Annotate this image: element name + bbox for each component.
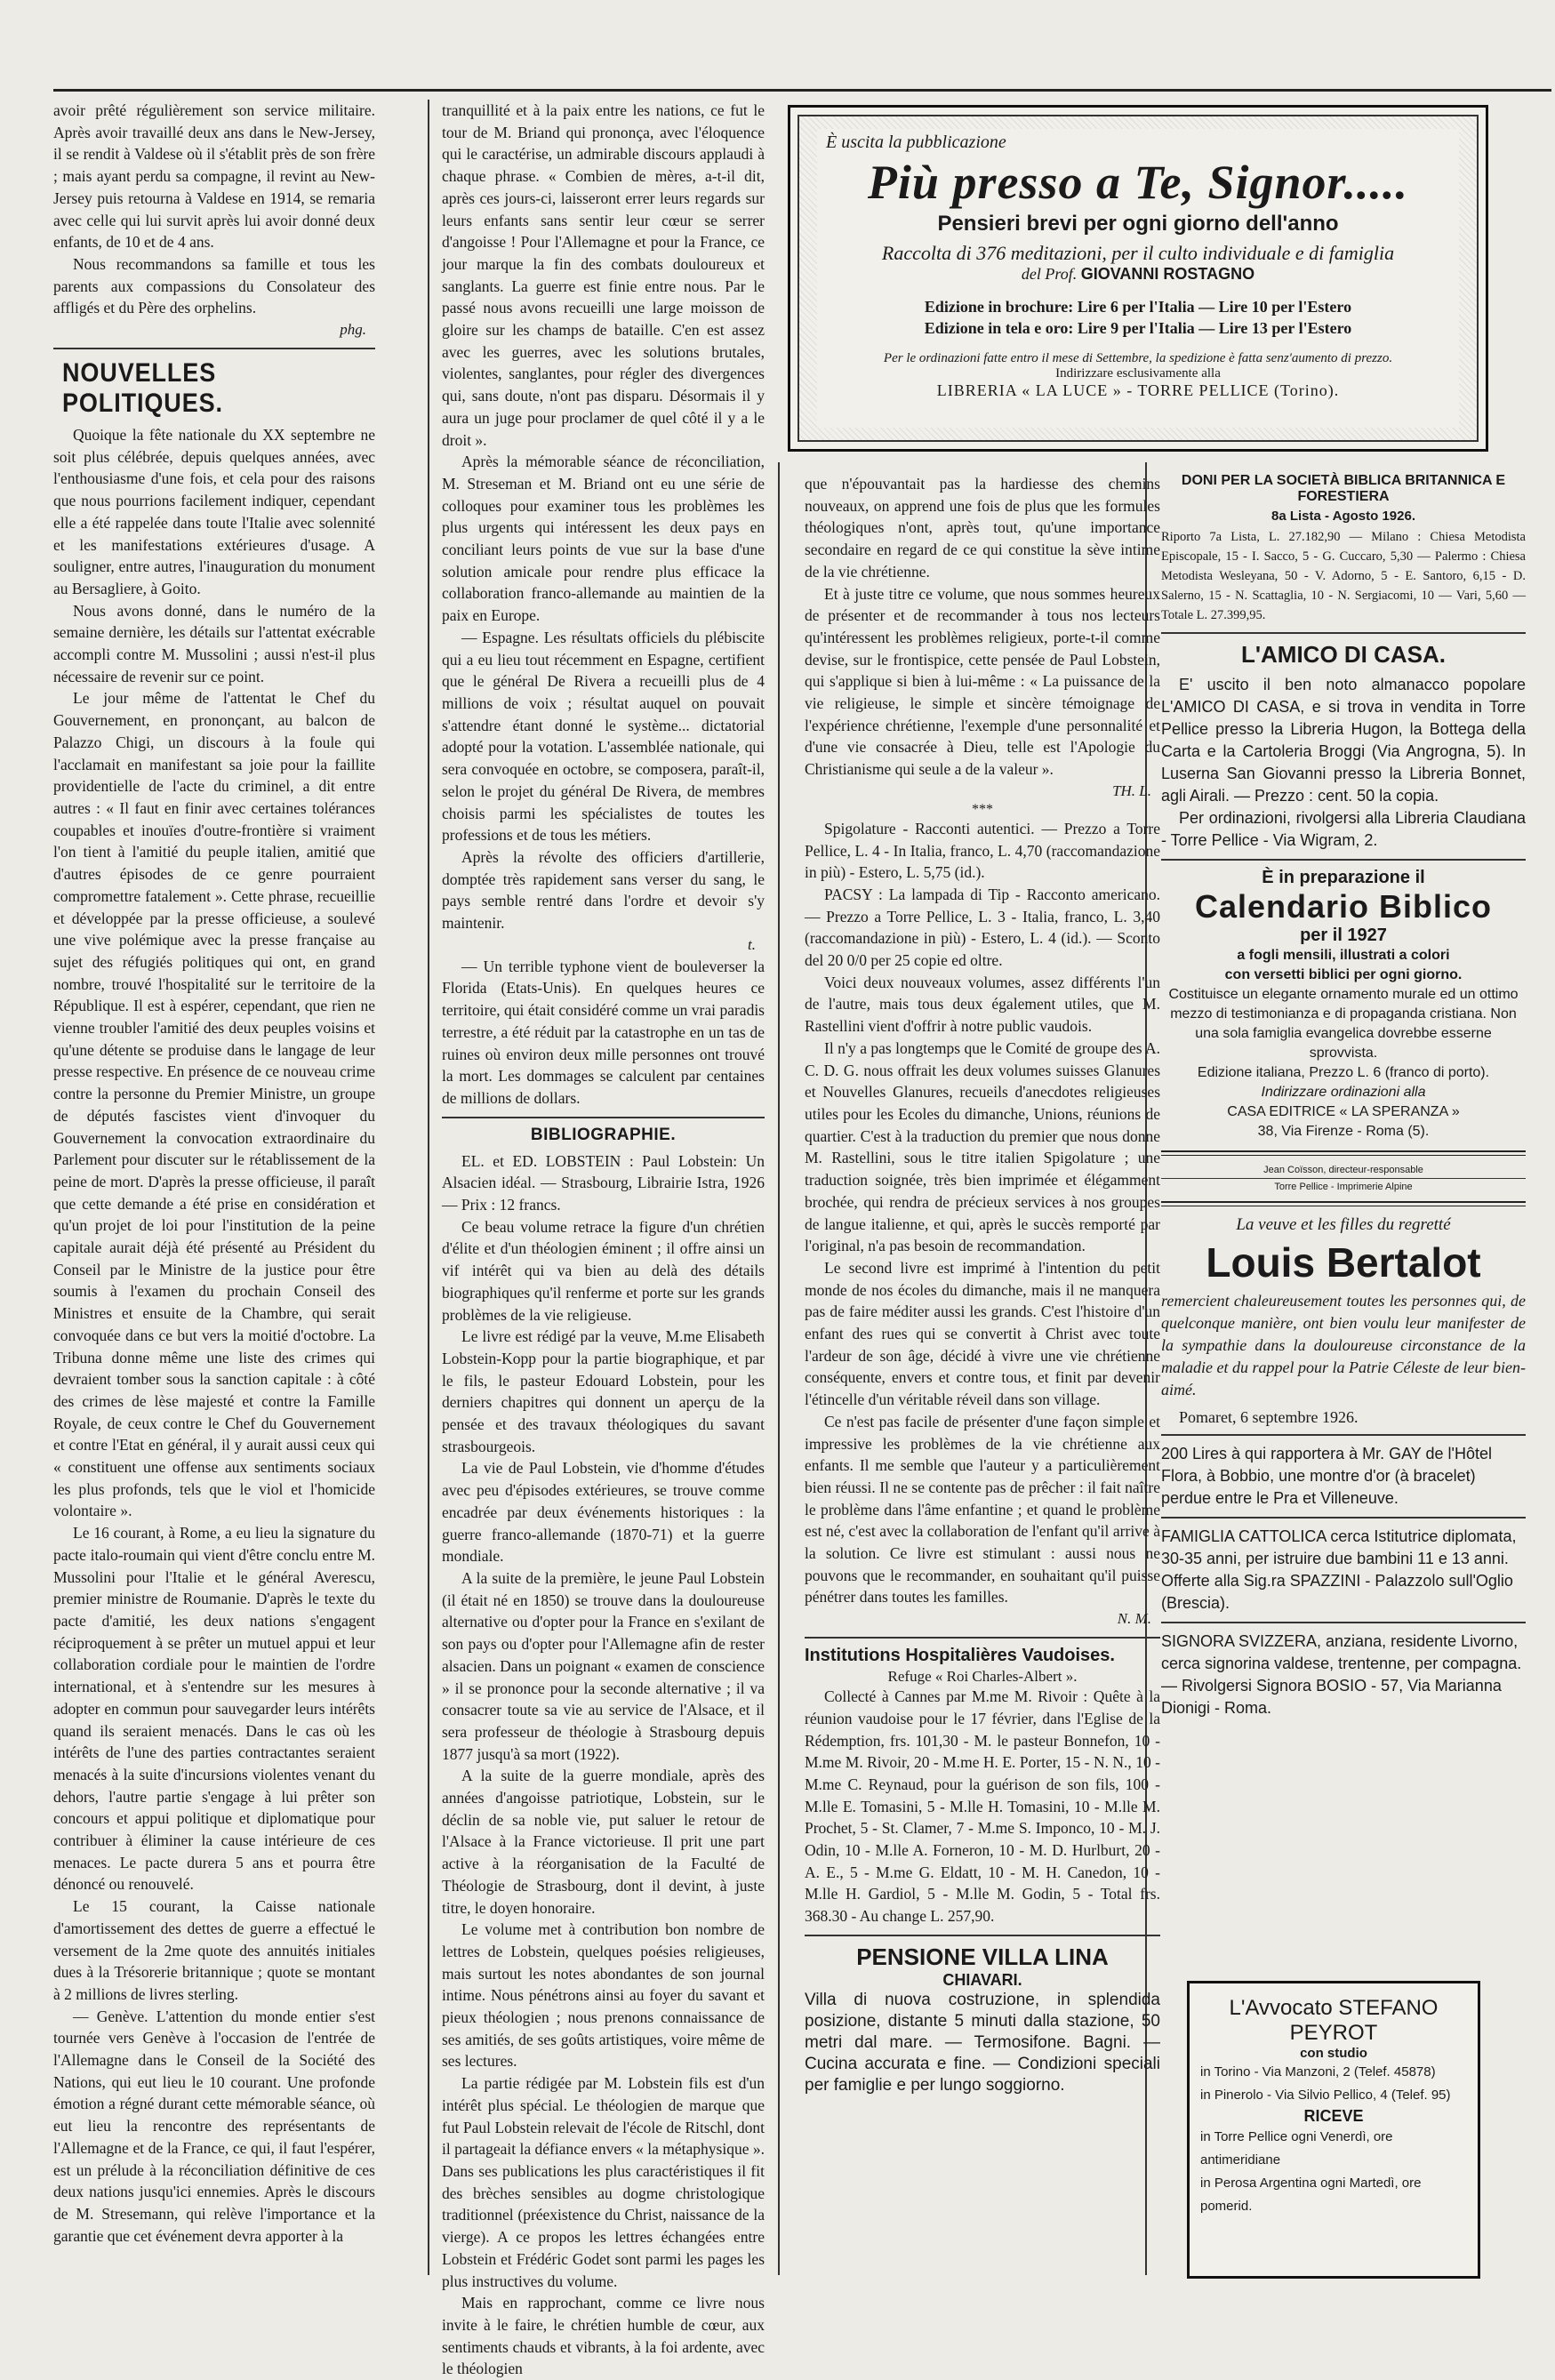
- divider: [1161, 1201, 1526, 1206]
- article-paragraph: Après la révolte des officiers d'artillerie, domptée très rapidement sans verser du sang, le pays semble rentré dans l'ordre et devoir s'y maintenir.: [442, 847, 765, 933]
- classified-ad: FAMIGLIA CATTOLICA cerca Istitutrice diplomata, 30-35 anni, per istruire due bambini 11 e 13 anni. Offerte alla Sig.ra SPAZZINI - Palazzolo sull'Oglio (Brescia).: [1161, 1527, 1517, 1612]
- signature: N. M.: [1117, 1610, 1151, 1628]
- review-paragraph: Le livre est rédigé par la veuve, M.me Elisabeth Lobstein-Kopp pour la partie biographique, et par le fils, le pasteur Edouard Lobstein, pour les derniers chapitres qui donnent un aperçu de la pensée et des travaux théologiques du savant strasbourgeois.: [442, 1327, 765, 1455]
- ad-kicker: È uscita la pubblicazione: [826, 132, 1006, 152]
- pension-body: Villa di nuova costruzione, in splendida posizione, distante 5 minuti dalla stazione, 50 metri dal mare. — Termosifone. Bagni. — Cucina accurata e fine. — Condizioni speciali per famiglie e per lungo soggiorno.: [805, 1990, 1160, 2095]
- separator-stars: ***: [972, 801, 993, 817]
- article-paragraph: Le 16 courant, à Rome, a eu lieu la signature du pacte italo-roumain qui vient d'être conclu entre M. Mussolini pour l'Italie et le général Averescu, premier ministre de Roumanie. D'après le texte du pacte d'amitié, les deux nations s'engagent réciproquement à se prêter un mutuel appui et leur collaboration cordiale pour le maintien de l'ordre international, et à s'entendre sur les mesures à adopter en commun pour sauvegarder leurs intérêts quand ils seraient menacés. Dans le cas où les intérêts de l'une des parties contractantes seraient menacés à la suite d'incursions violentes venant du dehors, l'autre partie s'engage à lui prêter son concours et appui politique et diplomatique pour contribuer à éliminer la cause intérieure de ces menaces. Le pacte durera 5 ans et pourra être dénoncé ou renouvelé.: [53, 1524, 375, 1894]
- review-paragraph: que n'épouvantait pas la hardiesse des chemins nouveaux, on apprend une fois de plus que les formules théologiques n'ont, après tout, qu'une importance secondaire en regard de ce qui constitue la sève intime de la vie chrétienne.: [805, 475, 1160, 581]
- signature: TH. L.: [1112, 781, 1151, 799]
- review-paragraph: Ce beau volume retrace la figure d'un chrétien d'élite et d'un théologien éminent ; il offre ainsi un vif intérêt qui va bien au delà des détails biographiques qu'il renferme et porte sur les grands problèmes de la vie religieuse.: [442, 1217, 765, 1324]
- amico-body: E' uscito il ben noto almanacco popolare L'AMICO DI CASA, e si trova in vendita in Torre Pellice presso la Libreria Hugon, la Bottega della Carta e la Cartoleria Broggi (Via Angrogna, 5). In Luserna San Giovanni presso la Libreria Bonnet, agli Airali. — Prezzo : cent. 50 la copia.: [1161, 676, 1526, 805]
- pension-place: CHIAVARI.: [942, 1970, 1022, 1989]
- price-line: Edizione in tela e oro: Lire 9 per l'Italia — Lire 13 per l'Estero: [924, 319, 1352, 337]
- review-paragraph: Et à juste titre ce volume, que nous sommes heureux de présenter et de recommander à tous nos lecteurs qu'intéressent les problèmes religieux, porte-t-il comme devise, sur le frontispice, cette pensée de Paul Lobstein, qui s'applique si bien à lui-même : « La puissance de la vie religieuse, le simple et sincère témoignage de l'expérience chrétienne, l'exemple d'une personnalité et d'une vie consacrée à Dieu, telle est l'Apologie du Christianisme qui seule a de la valeur ».: [805, 584, 1160, 779]
- review-paragraph: Ce n'est pas facile de présenter d'une façon simple et impressive les problèmes de la vie chrétienne aux enfants. Il me semble que l'auteur y a particulièrement bien réussi. Il ne se contente pas de prêcher : il fait naître le problème dans l'âme enfantine ; et quand le problème est né, c'est avec la collaboration de l'enfant qu'il arrive à la solution. Ce livre est stimulant : aussi nous ne pouvons que le recommander, en souhaitant qu'il puisse pénétrer dans toutes les familles.: [805, 1412, 1160, 1607]
- institutions-subtitle: Refuge « Roi Charles-Albert ».: [887, 1668, 1078, 1686]
- mourning-text: remercient chaleureusement toutes les personnes qui, de quelconque manière, ont bien voulu leur manifester de la sympathie dans la douloureuse circonstance de la maladie et du rappel pour la Patrie Céleste de leur bien-aimé.: [1161, 1292, 1526, 1398]
- ad-note: Indirizzare esclusivamente alla: [1055, 366, 1221, 381]
- donations-subtitle: 8a Lista - Agosto 1926.: [1271, 509, 1415, 524]
- calendar-price: Edizione italiana, Prezzo L. 6 (franco di porto).: [1197, 1065, 1490, 1080]
- divider: [1161, 1434, 1526, 1436]
- donation-list: Collecté à Cannes par M.me M. Rivoir : Quête à la réunion vaudoise pour le 17 février, dans l'Eglise de la Rédemption, frs. 101,30 - M. le pasteur Bonnefon, 10 - M.me M. Rivoir, 20 - M.me H. E. Porter, 15 - N. N., 10 - M.me C. Reynaud, pour la guérison de son fils, 100 - M.lle E. Tomasini, 5 - M.lle H. Tomasini, 10 - M.lle M. Prochet, 5 - St. Clamer, 7 - M.me S. Imponco, 10 - M. J. Odin, 10 - M.lle A. Forneron, 10 - M. D. Hurlburt, 20 - A. E., 5 - M.me G. Eldatt, 10 - M. H. Canedon, 10 - M.lle H. Gardiol, 5 - M.lle M. Godin, 5 - Total frs. 368.30 - Au change L. 257,90.: [805, 1687, 1160, 1926]
- obituary-paragraph: Nous recommandons sa famille et tous les parents aux compassions du Consolateur des affligés et du Père des orphelins.: [53, 254, 375, 317]
- column-2: [442, 100, 765, 2378]
- calendar-kicker: È in preparazione il: [1262, 868, 1425, 887]
- signature: phg.: [340, 321, 366, 339]
- book-advertisement: [788, 105, 1488, 452]
- calendar-body: Costituisce un elegante ornamento murale ed un ottimo mezzo di testimonianza e di propaganda cristiana. Non una sola famiglia evangelica dovrebbe esserne sprovvista.: [1168, 987, 1519, 1061]
- amico-body: Per ordinazioni, rivolgersi alla Libreria Claudiana - Torre Pellice - Via Wigram, 2.: [1161, 809, 1526, 849]
- divider: [1161, 1178, 1526, 1179]
- divider: [1161, 632, 1526, 634]
- article-paragraph: Nous avons donné, dans le numéro de la semaine dernière, les détails sur l'attentat exécrable accompli contre M. Mussolini ; aussi n'est-il plus nécessaire de revenir sur ce point.: [53, 601, 375, 685]
- classified-ad: SIGNORA SVIZZERA, anziana, residente Livorno, cerca signorina valdese, trentenne, per compagna. — Rivolgersi Signora BOSIO - 57, Via Marianna Dionigi - Roma.: [1161, 1632, 1522, 1717]
- mourning-date: Pomaret, 6 septembre 1926.: [1179, 1408, 1359, 1426]
- book-notice: Spigolature - Racconti autentici. — Prezzo a Torre Pellice, L. 4 - In Italia, franco, L. 4,70 (raccomandazione in più) - Estero, L. 5,75 (id.).: [805, 819, 1160, 882]
- calendar-line: con versetti biblici per ogni giorno.: [1224, 967, 1463, 982]
- review-paragraph: La partie rédigée par M. Lobstein fils est d'un intérêt plus spécial. Le théologien de marque que fut Paul Lobstein relevait de l'école de Ritschl, dont il partageait la défiance envers « la métaphysique ». Dans ses publications les plus caractéristiques il fit des brèches sensibles au dogme christologique traditionnel (préexistence du Christ, naissance de la vierge). A ce propos les lettres échangées entre Lobstein et Frédéric Godet sont parmi les pages les plus instructives du volume.: [442, 2074, 765, 2290]
- lawyer-line: in Torre Pellice ogni Venerdì, ore antimeridiane: [1200, 2129, 1393, 2168]
- article-paragraph: Le 15 courant, la Caisse nationale d'amortissement des dettes de guerre a effectué le versement de la 2me quote des annuités initiales dues à la Trésorerie britannique ; quote se montant à 2 millions de livres sterling.: [53, 1897, 375, 2003]
- review-paragraph: La vie de Paul Lobstein, vie d'homme d'études avec peu d'épisodes extérieures, se trouve comme encadrée par deux événements historiques : la guerre franco-allemande (1870-71) et la guerre mondiale.: [442, 1459, 765, 1566]
- institutions-title: Institutions Hospitalières Vaudoises.: [805, 1646, 1115, 1666]
- mourning-lead: La veuve et les filles du regretté: [1236, 1215, 1451, 1234]
- divider: [53, 348, 375, 349]
- ad-description: Raccolta di 376 meditazioni, per il culto individuale e di famiglia: [881, 242, 1395, 264]
- calendar-publisher: CASA EDITRICE « LA SPERANZA »: [1227, 1104, 1460, 1119]
- article-paragraph: tranquillité et à la paix entre les nations, ce fut le tour de M. Briand qui prononça, avec l'éloquence qui le caractérise, un admirable discours applaudi à chaque phrase. « Combien de mères, a-t-il dit, après ces jours-ci, laisseront errer leurs regards sur leurs enfants sans sentir leur cœur se serrer d'angoisse ! Pour l'Allemagne et pour la France, ce jour marque la fin des combats douloureux et sanglants. La guerre est finie entre nous. Par le passé nous avons recueilli une large moisson de gloire sur les champs de bataille. C'en est assez avec les guerres, avec les solutions brutales, violentes, sanglantes, pour régler des divergences qui, sans doute, n'ont pas disparu. Désormais il y aura un juge pour proclamer de quel côté il y a le droit ».: [442, 101, 765, 449]
- lawyer-subtitle: con studio: [1300, 2046, 1367, 2061]
- imprint-line: Jean Coïsson, directeur-responsable: [1263, 1165, 1423, 1175]
- divider: [1161, 859, 1526, 861]
- column-1: [53, 100, 375, 2284]
- classified-ad: 200 Lires à qui rapportera à Mr. GAY de l'Hôtel Flora, à Bobbio, une montre d'or (à bracelet) perdue entre le Pra et Villeneuve.: [1161, 1445, 1492, 1507]
- calendar-address: 38, Via Firenze - Roma (5).: [1257, 1124, 1430, 1139]
- divider: [1161, 1517, 1526, 1519]
- column-rule: [778, 462, 780, 2275]
- ad-title: Più presso a Te, Signor.....: [867, 156, 1409, 209]
- imprint-line: Torre Pellice - Imprimerie Alpine: [1274, 1182, 1413, 1192]
- article-paragraph: — Espagne. Les résultats officiels du plébiscite qui a eu lieu tout récemment en Espagne, certifient que le général De Rivera a recueilli plus de 4 millions de voix ; résultat auquel on pouvait s'attendre étant donné le système... dictatorial adopté pour la votation. L'assemblée nationale, qui sera convoquée en octobre, se composera, paraît-il, selon le projet du général De Rivera, de membres choisis parmi les spécialistes de toutes les professions et de tous les métiers.: [442, 628, 765, 845]
- ad-prices: [826, 296, 1450, 339]
- ad-note: Per le ordinazioni fatte entro il mese di Settembre, la spedizione è fatta senz'aumento di prezzo.: [883, 351, 1393, 365]
- lawyer-advertisement: [1187, 1981, 1480, 2279]
- top-rule: [53, 89, 1551, 92]
- article-paragraph: Le jour même de l'attentat le Chef du Gouvernement, en prononçant, au balcon de Palazzo Chigi, un discours à la foule qui l'acclamait en manifestant sa joie pour la faillite providentielle de l'acte du criminel, a dit entre autres : « Il faut en finir avec certaines tolérances coupables et inouïes d'outre-frontière si vraiment l'on tient à l'amitié du peuple italien, amitié que d'autres épisodes de ce genre pourraient compromettre fatalement ». Cette phrase, recueillie et développée par la presse officieuse, a soulevé une vive polémique avec la presse française au sujet des réfugiés politiques qui ont, en grand nombre, trouvé l'hospitalité sur le territoire de la République. Il est à espérer, cependant, que rien ne vienne troubler l'amitié des deux peuples voisins et qu'une détente se produise dans le langage de leur presse respective. En présence de ce nouveau crime contre la personne du Premier Ministre, un groupe de députés fascistes vient d'invoquer du Gouvernement la convocation extraordinaire du Parlement pour discuter sur le rétablissement de la peine de mort. D'après la presse officieuse, il paraît que cette demande a été prise en considération et qu'un projet de loi pour l'institution de la peine capitale aurait déjà été présenté au Président du Conseil par le Ministre de la justice pour être soumis à l'examen du prochain Conseil des Ministres et ensuite de la Chambre, qui serait convoquée dans ce but vers la moitié d'octobre. La Tribuna donne même une liste des crimes qui devraient tomber sous la sanction capitale : à côté des crimes de lèse majesté et contre la Famille Royale, de ceux contre le Chef du Gouvernement et contre l'Etat en général, il y aurait aussi ceux qui « constituent une offense aux sentiments sociaux les plus profonds, tels que le viol et l'homicide volontaire ».: [53, 689, 375, 1520]
- article-paragraph: Après la mémorable séance de réconciliation, M. Streseman et M. Briand ont eu une série de colloques pour examiner tous les problèmes les plus urgents qui intéressent les deux pays en conciliant leurs points de vue sur la base d'une solution amicale pour rendre plus efficace la collaboration franco-allemande au maintien de la paix en Europe.: [442, 453, 765, 625]
- review-paragraph: Il n'y a pas longtemps que le Comité de groupe des A. C. D. G. nous offrait les deux volumes suisses Glanures et Nouvelles Glanures, recueils d'anecdotes religieuses utiles pour les Ecoles du dimanche, Unions, réunions de quartier. C'est à la traduction du premier que nous donne M. Rastellini, sous le titre italien Spigolature ; une traduction soignée, très bien imprimée et élégamment brochée, qui rendra de précieux services à nos groupes de langue italienne, et qui, après le succès remporté par l'original, n'a pas besoin de recommandation.: [805, 1038, 1160, 1255]
- ad-subtitle: Pensieri brevi per ogni giorno dell'anno: [937, 212, 1339, 236]
- donations-title: DONI PER LA SOCIETÀ BIBLICA BRITANNICA E FORESTIERA: [1181, 473, 1506, 504]
- lawyer-title: L'Avvocato STEFANO PEYROT: [1229, 1996, 1439, 2045]
- review-paragraph: Le volume met à contribution bon nombre de lettres de Lobstein, quelques poésies religieuses, mais surtout les notes abondantes de son journal intime. Nous pénétrons ainsi au foyer du savant et pieux théologien ; nous prenons connaissance de ses amitiés, de ses goûts artistiques, voire même de ses lectures.: [442, 1920, 765, 2071]
- price-line: Edizione in brochure: Lire 6 per l'Italia — Lire 10 per l'Estero: [924, 298, 1352, 316]
- article-paragraph: — Un terrible typhone vient de bouleverser la Florida (Etats-Unis). En quelques heures ce territoire, qui était considéré comme un vrai paradis terrestre, a été réduit par la catastrophe en un tas de ruines où environ deux mille personnes ont trouvé la mort. Les dommages se calculent par centaines de millions de dollars.: [442, 957, 765, 1107]
- divider: [1161, 1150, 1526, 1156]
- amico-title: L'AMICO DI CASA.: [1240, 641, 1447, 668]
- divider: [805, 1637, 1160, 1639]
- review-paragraph: A la suite de la guerre mondiale, après des années d'angoisse patriotique, Lobstein, sur le déclin de sa noble vie, put saluer le retour de l'Alsace à la France victorieuse. Il prit une part active à la réorganisation de la Faculté de Théologie de Strasbourg, dont il devint, à juste titre, le doyen honoraire.: [442, 1767, 765, 1917]
- lawyer-line: in Torino - Via Manzoni, 2 (Telef. 45878): [1200, 2064, 1436, 2079]
- book-reference: EL. et ED. LOBSTEIN : Paul Lobstein: Un Alsacien idéal. — Strasbourg, Librairie Istra, 1926 — Prix : 12 francs.: [442, 1151, 765, 1214]
- article-paragraph: — Genève. L'attention du monde entier s'est tournée vers Genève à l'occasion de l'entrée de l'Allemagne dans le Conseil de la Société des Nations, qui eut lieu le 10 courant. Une profonde émotion a régné durant cette mémorable séance, où eut lieu la rencontre des représentants de l'Allemagne et de la France, ce qui, il faut l'espérer, est un prélude à la réconciliation définitive de ces deux nations jusqu'ici ennemies. Après le discours de M. Stresemann, qui relève l'importance et la garantie que cet événement devra apporter à la: [53, 2007, 375, 2245]
- column-rule: [428, 100, 429, 2275]
- bibliography-title: BIBLIOGRAPHIE.: [530, 1125, 677, 1144]
- book-notice: PACSY : La lampada di Tip - Racconto americano. — Prezzo a Torre Pellice, L. 3 - Italia, franco, L. 3,40 (raccomandazione in più) - Estero, L. 4 (id.). — Sconto del 20 0/0 per 25 copie ed oltre.: [805, 885, 1160, 970]
- lawyer-line: in Pinerolo - Via Silvio Pellico, 4 (Telef. 95): [1200, 2088, 1451, 2103]
- divider: [1161, 1622, 1526, 1623]
- article-paragraph: Quoique la fête nationale du XX septembre ne soit plus célébrée, depuis quelques années, avec l'enthousiasme d'une fois, et cela pour des raisons que nous pourrions facilement indiquer, cependant elle a été rappelée dans toute l'Italie avec solennité et les manifestations extérieures d'usage. A souligner, entre autres, l'inauguration du monument au Bersagliere, à Goito.: [53, 426, 375, 597]
- calendar-line: a fogli mensili, illustrati a colori: [1237, 948, 1450, 963]
- calendar-order: Indirizzare ordinazioni alla: [1261, 1085, 1426, 1100]
- signature: t.: [748, 935, 756, 953]
- pension-title: PENSIONE VILLA LINA: [856, 1943, 1109, 1970]
- donations-body: Riporto 7a Lista, L. 27.182,90 — Milano : Chiesa Metodista Episcopale, 15 - I. Sacco, 5 - G. Cuccaro, 5,30 — Palermo : Chiesa Metodista Wesleyana, 50 - V. Adorno, 5 - E. Santoro, 6,15 - D. Salerno, 15 - N. Scattaglia, 10 - N. Sergiacomi, 10 — Vari, 5,60 — Totale L. 27.399,95.: [1161, 530, 1526, 622]
- section-title: NOUVELLES POLITIQUES.: [62, 358, 223, 419]
- calendar-year: per il 1927: [1300, 926, 1387, 945]
- divider: [442, 1117, 765, 1118]
- divider: [805, 1935, 1160, 1936]
- lawyer-riceve: RICEVE: [1303, 2107, 1364, 2125]
- ad-shop: LIBRERIA « LA LUCE » - TORRE PELLICE (Torino).: [936, 381, 1340, 399]
- mourning-name: Louis Bertalot: [1206, 1239, 1481, 1286]
- review-paragraph: Le second livre est imprimé à l'intention du petit monde de nos écoles du dimanche, mais il ne manquera pas de faire méditer aussi les grands. C'est l'histoire d'un enfant des rues qui se convertit à Christ avec toute l'ardeur de son âge, décidé à vivre une vie chrétienne conséquente, envers et contre tous, et finit par devenir l'étincelle d'un véritable réveil dans son village.: [805, 1258, 1160, 1409]
- obituary-paragraph: avoir prêté régulièrement son service militaire. Après avoir travaillé deux ans dans le New-Jersey, il se rendit à Valdese où il s'établit près de son frère ; mais ayant perdu sa compagne, il revint au New-Jersey puis retourna à Valdese en 1914, se remaria avec celle qui lui survit après lui avoir donné deux enfants, de 10 et de 4 ans.: [53, 101, 375, 252]
- ad-border: [798, 115, 1479, 442]
- ad-author: del Prof. GIOVANNI ROSTAGNO: [1021, 265, 1255, 283]
- review-paragraph: Mais en rapprochant, comme ce livre nous invite à le faire, le chrétien humble de cœur, aux sentiments chauds et vibrants, à la foi ardente, avec le théologien: [442, 2294, 765, 2378]
- lawyer-line: in Perosa Argentina ogni Martedì, ore pomerid.: [1200, 2176, 1422, 2214]
- column-3: [805, 473, 1160, 2284]
- review-paragraph: Voici deux nouveaux volumes, assez différents l'un de l'autre, mais tous deux également utiles, que M. Rastellini vient d'offrir à notre public vaudois.: [805, 973, 1160, 1036]
- calendar-title: Calendario Biblico: [1194, 888, 1493, 925]
- review-paragraph: A la suite de la première, le jeune Paul Lobstein (il était né en 1850) se trouve dans la douloureuse alternative ou d'opter pour la France en s'exilant de son pays ou d'opter pour l'Allemagne afin de rester alsacien. Dans un poignant « examen de conscience » il se prononce pour la seconde alternative ; il va consacrer toute sa vie au service de l'Alsace, et il sera professeur de théologie à Strasbourg depuis 1877 jusqu'à sa mort (1922).: [442, 1569, 765, 1763]
